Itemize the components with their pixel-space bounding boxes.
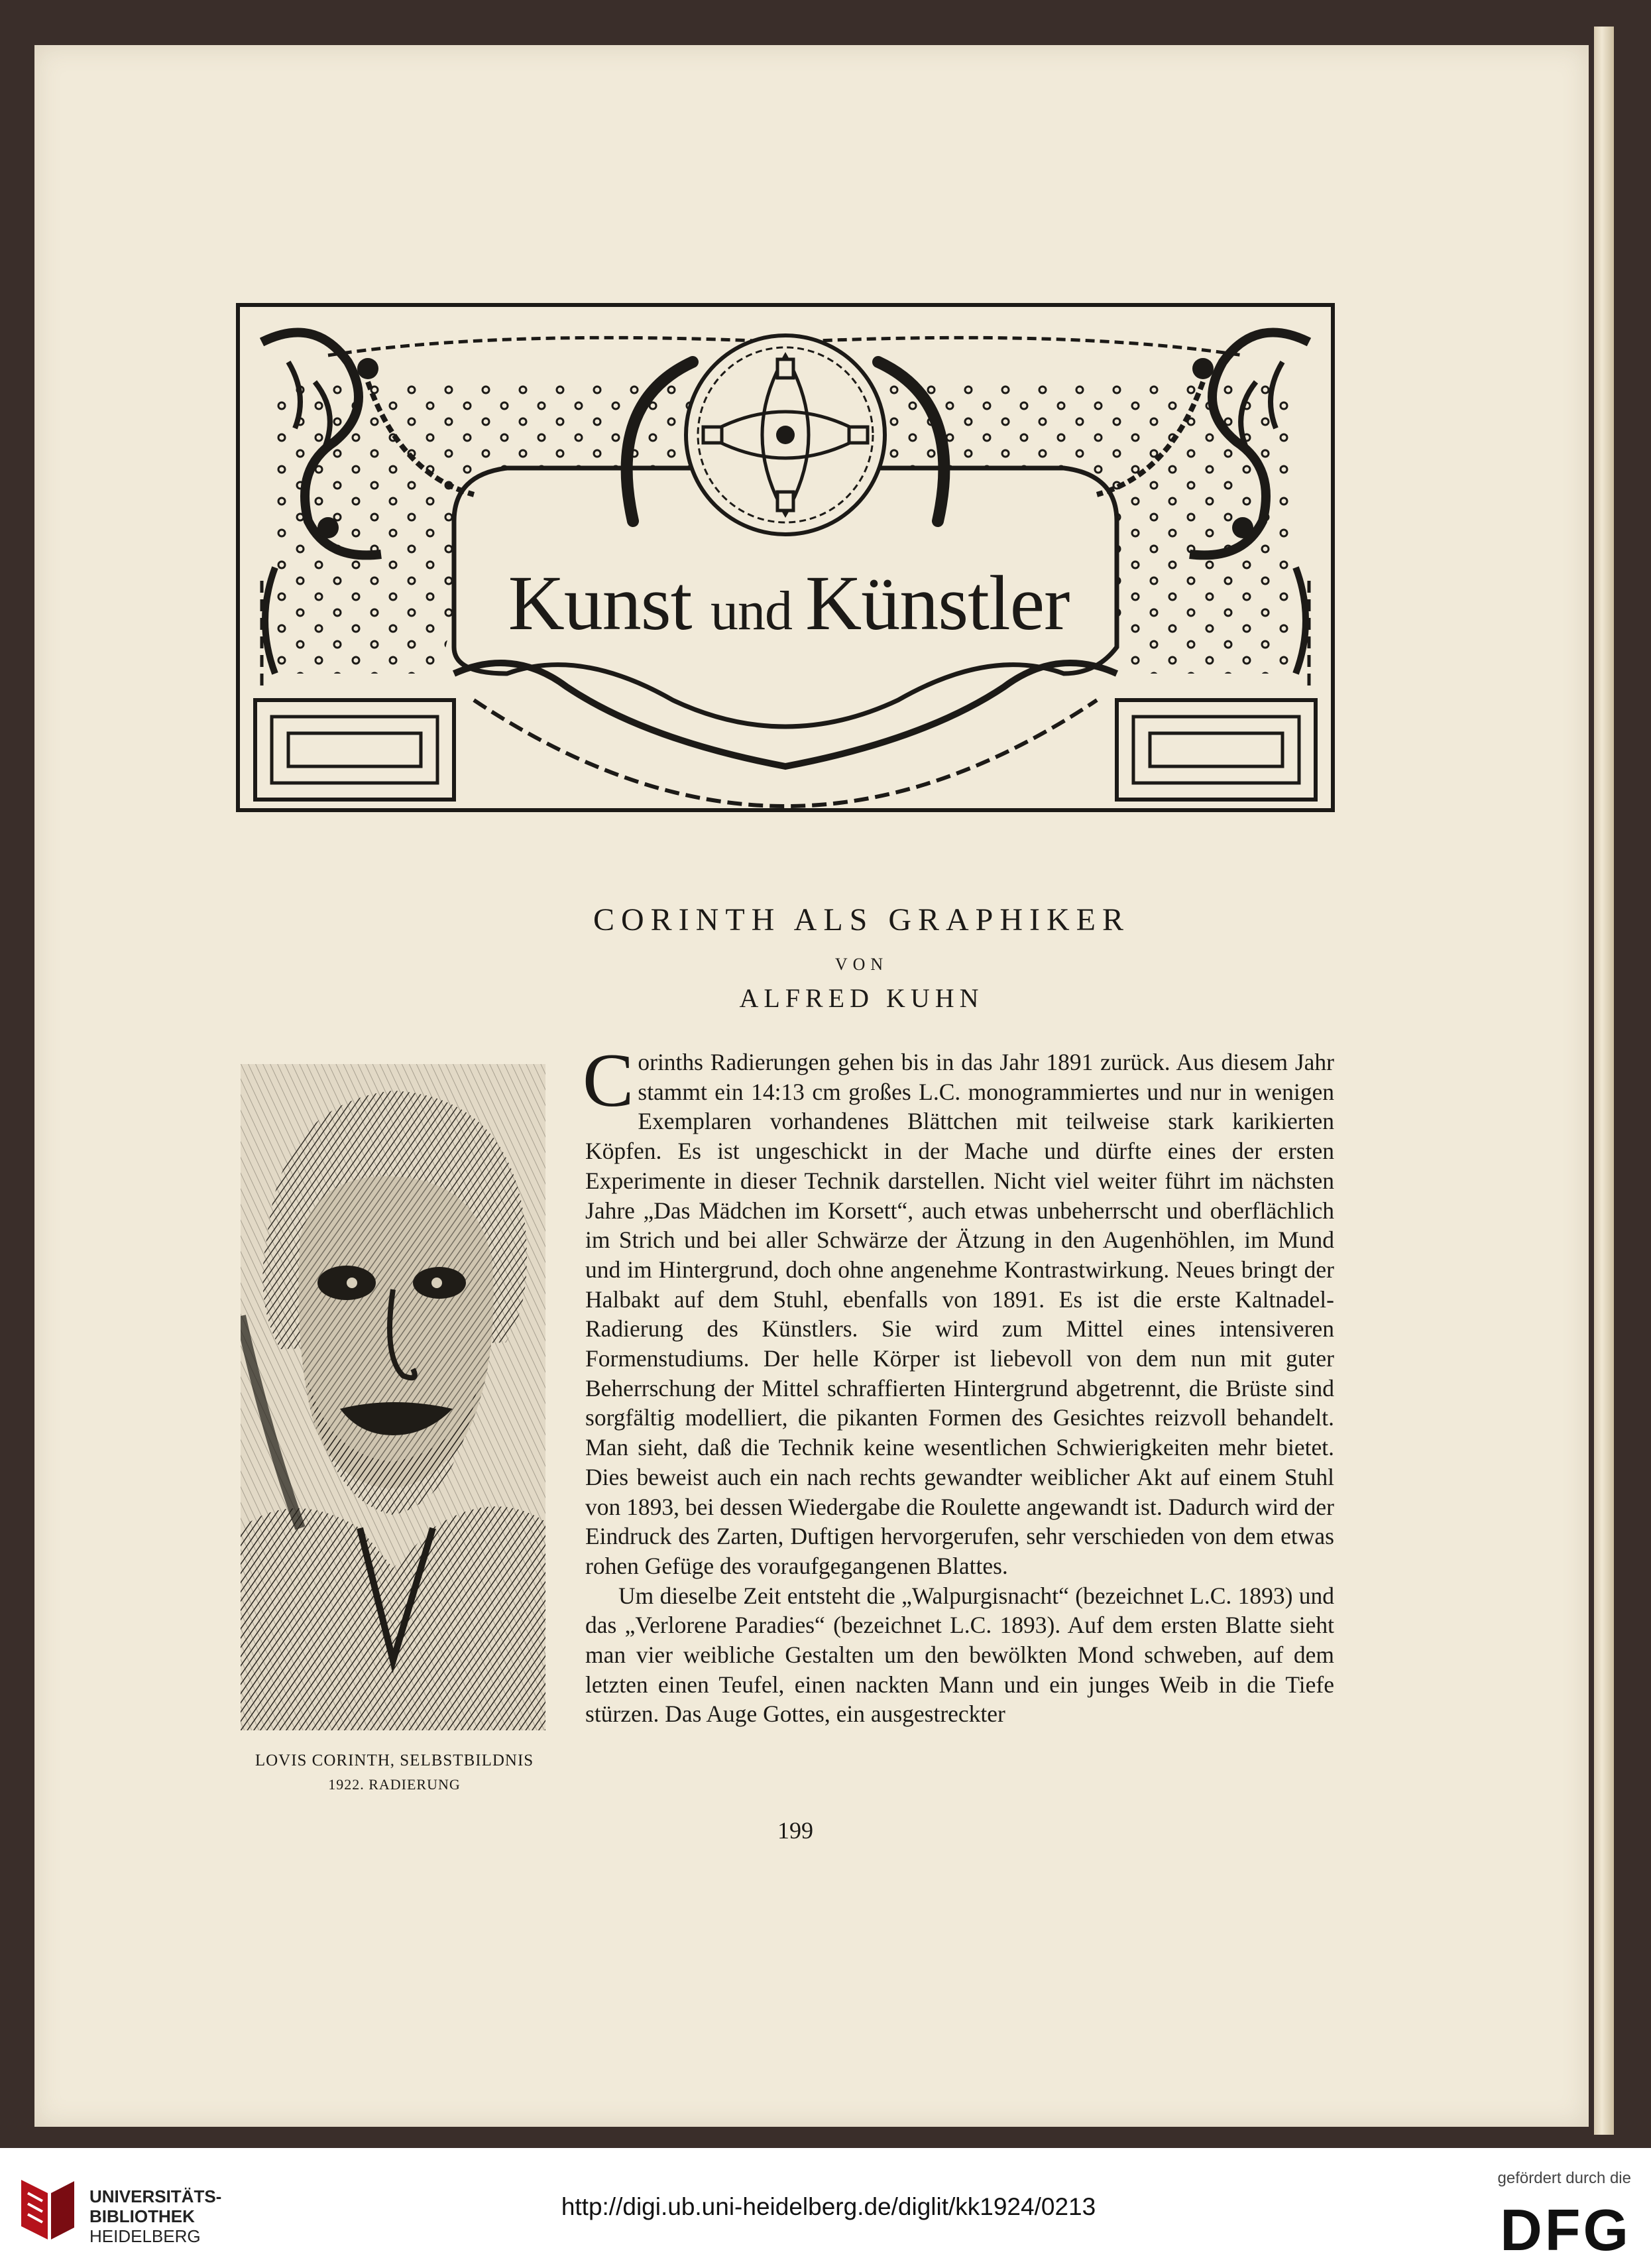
- library-name-line-1: UNIVERSITÄTS-: [89, 2186, 222, 2206]
- drop-cap: C: [583, 1038, 634, 1123]
- permalink-url[interactable]: http://digi.ub.uni-heidelberg.de/diglit/kk1924/0213: [561, 2193, 1096, 2220]
- paragraph-1-text: orinths Radierungen gehen bis in das Jahr 1891 zurück. Aus diesem Jahr stammt ein 14:13 cm großes L.C. monogrammiertes und nur in wenigen Exemplaren vorhandenes Blättchen mit teilweise stark karikierten Köpfen. Es ist ungeschickt in der Mache und dürfte eines der ersten Experimente in dieser Technik darstellen. Nicht viel weiter führt im nächsten Jahre „Das Mädchen im Korsett“, auch etwas unbeherrscht und oberflächlich im Strich und bei aller Schwärze der Ätzung in den Augenhöhlen, im Mund und im Hintergrund, doch ohne angenehme Kontrastwirkung. Neues bringt der Halbakt auf dem Stuhl, ebenfalls von 1891. Es ist die erste Kaltnadel-Radierung des Künstlers. Sie wird zum Mittel eines intensiveren Formenstudiums. Der helle Körper ist liebevoll von dem nun mit guter Beherrschung der Mittel schraffierten Hintergrund abgetrennt, die Brüste sind sorgfältig modelliert, die pikanten Formen des Gesichtes reizvoll behandelt. Man sieht, daß die Technik keine wesentlichen Schwierigkeiten mehr bietet. Dies beweist auch ein nach rechts gewandter weiblicher Akt auf einem Stuhl von 1893, bei dessen Wiedergabe die Roulette angewandt ist. Dadurch wird der Eindruck des Zarten, Duftigen hervorgerufen, sehr verschieden von dem etwas rohen Gefüge des voraufgegangenen Blattes.: [585, 1049, 1334, 1579]
- masthead-title-und: und: [711, 580, 806, 642]
- article-title: CORINTH ALS GRAPHIKER: [593, 902, 1131, 937]
- caption-line-2: 1922. RADIERUNG: [328, 1776, 461, 1793]
- university-library-logo[interactable]: [15, 2173, 81, 2246]
- library-name-line-2: BIBLIOTHEK: [89, 2206, 195, 2226]
- book-page-edge: [1594, 27, 1614, 2135]
- page-number: 199: [777, 1817, 813, 1844]
- library-name-line-3: HEIDELBERG: [89, 2226, 201, 2246]
- self-portrait-etching: [241, 1064, 545, 1730]
- article-body: [583, 1038, 1334, 1729]
- caption-line-1: LOVIS CORINTH, SELBSTBILDNIS: [255, 1752, 534, 1769]
- masthead-title-kunst: Kunst: [508, 560, 711, 646]
- dfg-logo[interactable]: DFG: [1500, 2197, 1631, 2263]
- funded-by-label: gefördert durch die: [1497, 2169, 1631, 2187]
- university-library-name[interactable]: [89, 2186, 221, 2246]
- article-byline-von: VON: [834, 955, 889, 974]
- paragraph-2: Um dieselbe Zeit entsteht die „Walpurgisnacht“ (bezeichnet L.C. 1893) und das „Verlorene Paradies“ (bezeichnet L.C. 1893). Auf dem ersten Blatte sieht man vier weibliche Gestalten um den bewölkten Mond schweben, auf dem letzten einen Teufel, einen nackten Mann und ein junges Weib in die Tiefe stürzen. Das Auge Gottes, ein ausgestreckter: [585, 1582, 1334, 1728]
- paragraph-1: [583, 1038, 1334, 1581]
- footer-bar: [0, 2148, 1651, 2268]
- portrait-caption: [222, 1749, 567, 1797]
- masthead-title: [490, 557, 1087, 650]
- article-author: ALFRED KUHN: [739, 983, 984, 1013]
- masthead-title-kuenstler: Künstler: [805, 560, 1070, 646]
